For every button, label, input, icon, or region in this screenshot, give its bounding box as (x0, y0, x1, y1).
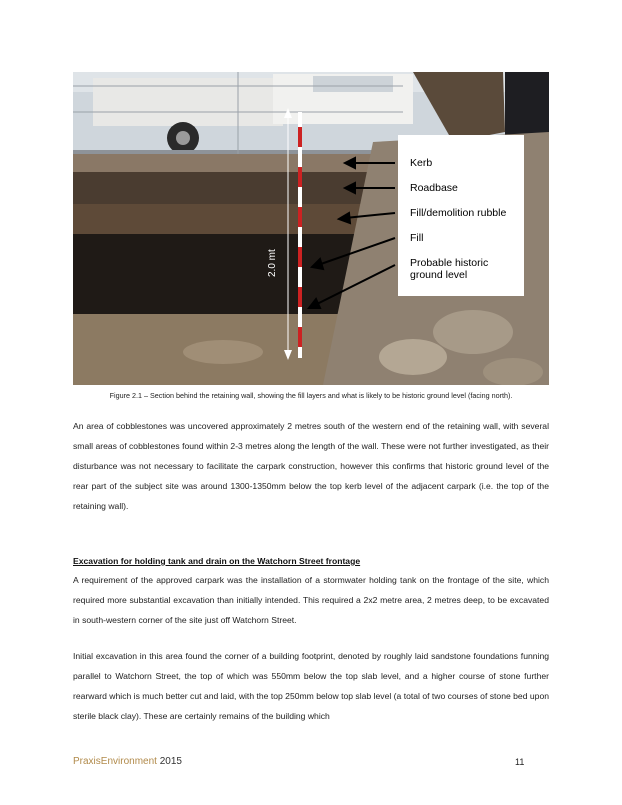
layer-legend (398, 135, 524, 296)
scale-label: 2.0 mt (267, 249, 278, 277)
body-paragraph-1: An area of cobblestones was uncovered approximately 2 metres south of the western end of the retaining wall, with several small areas of cobblestones found within 2-3 metres along the length of the wall. These were not further investigated, as their disturbance was not necessary to facilitate the carpark construction, however this confirms that historic ground level of the rear part of the subject site was around 1300-1350mm below the top kerb level of the adjacent carpark (i.e. the top of the retaining wall). (73, 421, 549, 511)
section-heading: Excavation for holding tank and drain on the Watchorn Street frontage (73, 556, 361, 566)
figure-caption: Figure 2.1 – Section behind the retaining wall, showing the fill layers and what is likely to be historic ground level (facing north). (109, 391, 513, 400)
body-paragraph-3: Initial excavation in this area found the corner of a building footprint, denoted by roughly laid sandstone foundations funning parallel to Watchorn Street, the top of which was 550mm below the top slab level, and a higher course of stone further rearward which is much better cut and laid, with the top 250mm below top slab level (a total of two courses of stone bed upon sterile black clay). These are certainly remains of the building which (73, 651, 549, 721)
callout-fill-rubble: Fill/demolition rubble (410, 207, 507, 219)
callout-fill: Fill (410, 232, 424, 244)
callout-kerb: Kerb (410, 157, 433, 169)
footer-brand (73, 756, 182, 767)
excavation-photo (73, 72, 549, 385)
footer-year: 2015 (159, 756, 182, 767)
page-number: 11 (515, 757, 525, 767)
body-paragraph-2: A requirement of the approved carpark was the installation of a stormwater holding tank on the frontage of the site, which required more substantial excavation than initially intended. This required a 2x2 metre area, 2 metres deep, to be excavated in south-western corner of the site just off Watchorn Street. (73, 575, 549, 625)
callout-historic-ground: Probable historic ground level (410, 257, 489, 281)
callout-roadbase: Roadbase (410, 182, 458, 194)
footer-brand-name: PraxisEnvironment (73, 756, 157, 767)
